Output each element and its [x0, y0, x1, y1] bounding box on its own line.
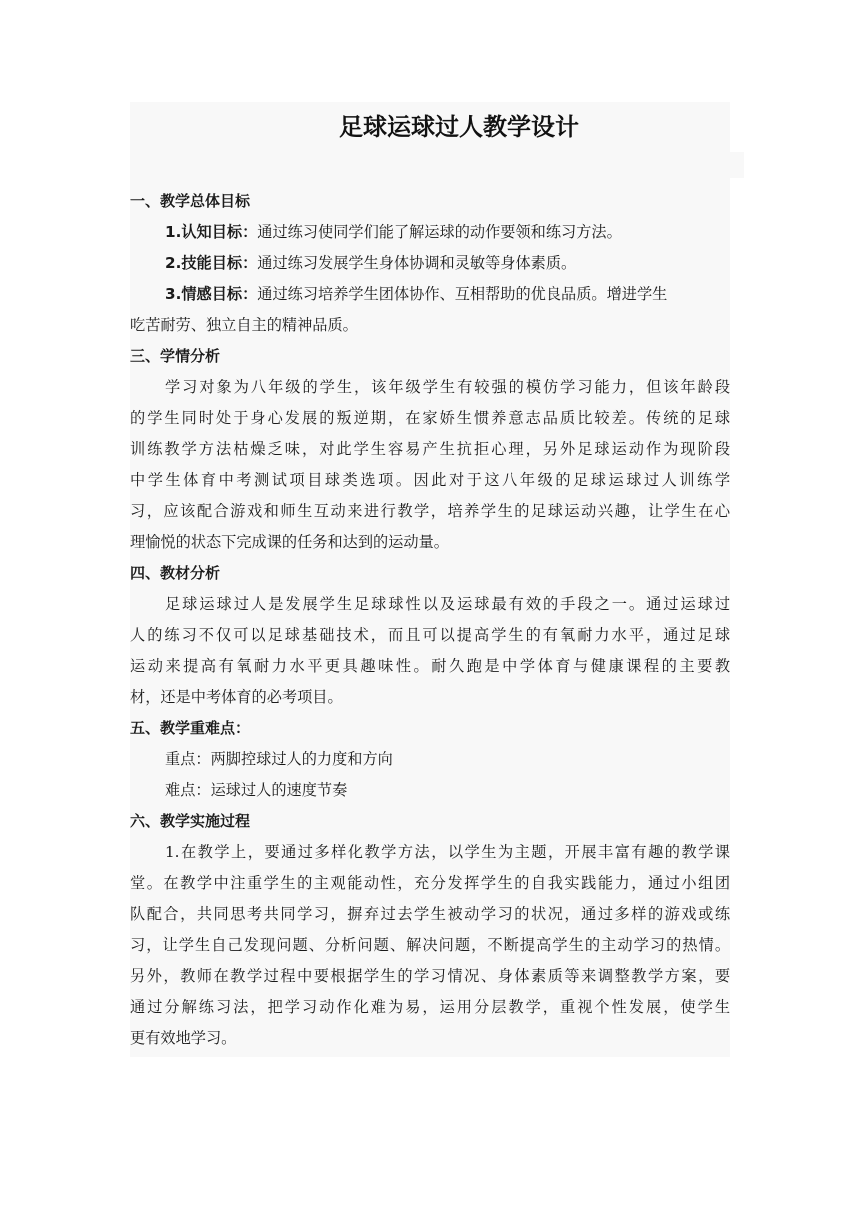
paragraph-line: 人的练习不仅可以足球基础技术，而且可以提高学生的有氧耐力水平，通过足球	[130, 626, 730, 644]
paragraph-line: 材，还是中考体育的必考项目。	[130, 688, 343, 706]
goal-label: 3.情感目标：	[165, 285, 258, 303]
goal-text: 通过练习发展学生身体协调和灵敏等身体素质。	[257, 254, 577, 272]
paragraph-line: 学习对象为八年级的学生，该年级学生有较强的模仿学习能力，但该年龄段	[165, 378, 730, 396]
paragraph-line: 通过分解练习法，把学习动作化难为易，运用分层教学，重视个性发展，使学生	[130, 998, 730, 1016]
section-heading-key-points: 五、教学重难点：	[130, 719, 251, 737]
paragraph-line: 更有效地学习。	[130, 1029, 237, 1047]
paragraph-line: 的学生同时处于身心发展的叛逆期，在家娇生惯养意志品质比较差。传统的足球	[130, 409, 730, 427]
paragraph-line: 习，应该配合游戏和师生互动来进行教学，培养学生的足球运动兴趣，让学生在心	[130, 502, 730, 520]
goal-cognitive	[130, 217, 730, 248]
goal-emotion-cont: 吃苦耐劳、独立自主的精神品质。	[130, 316, 358, 334]
difficult-point: 难点：运球过人的速度节奏	[165, 781, 348, 799]
paragraph-line: 队配合，共同思考共同学习，摒弃过去学生被动学习的状况，通过多样的游戏或练	[130, 905, 730, 923]
goal-label: 1.认知目标：	[165, 223, 258, 241]
paragraph-line: 另外，教师在教学过程中要根据学生的学习情况、身体素质等来调整教学方案，要	[130, 967, 730, 985]
section-heading-process: 六、教学实施过程	[130, 812, 251, 830]
paragraph-line: 1.在教学上，要通过多样化教学方法，以学生为主题，开展丰富有趣的教学课	[165, 843, 730, 861]
paragraph-line: 理愉悦的状态下完成课的任务和达到的运动量。	[130, 533, 449, 551]
goal-text: 通过练习使同学们能了解运球的动作要领和练习方法。	[257, 223, 622, 241]
goal-text: 通过练习培养学生团体协作、互相帮助的优良品质。增进学生	[257, 285, 668, 303]
document-title: 足球运球过人教学设计	[339, 113, 579, 141]
page-edge-tab	[730, 152, 744, 178]
paragraph-line: 足球运球过人是发展学生足球球性以及运球最有效的手段之一。通过运球过	[165, 595, 730, 613]
paragraph-line: 运动来提高有氧耐力水平更具趣味性。耐久跑是中学体育与健康课程的主要教	[130, 657, 730, 675]
paragraph-line: 训练教学方法枯燥乏味，对此学生容易产生抗拒心理，另外足球运动作为现阶段	[130, 440, 730, 458]
goal-skill	[130, 248, 730, 279]
paragraph-line: 中学生体育中考测试项目球类选项。因此对于这八年级的足球运球过人训练学	[130, 471, 730, 489]
goal-emotion	[130, 279, 730, 310]
document-body	[130, 186, 730, 1054]
key-point: 重点：两脚控球过人的力度和方向	[165, 750, 393, 768]
goal-label: 2.技能目标：	[165, 254, 258, 272]
section-heading-goals: 一、教学总体目标	[130, 192, 251, 210]
paragraph-line: 堂。在教学中注重学生的主观能动性，充分发挥学生的自我实践能力，通过小组团	[130, 874, 730, 892]
section-heading-students: 三、学情分析	[130, 347, 221, 365]
section-heading-material: 四、教材分析	[130, 564, 221, 582]
paragraph-line: 习，让学生自己发现问题、分析问题、解决问题，不断提高学生的主动学习的热情。	[130, 936, 730, 954]
